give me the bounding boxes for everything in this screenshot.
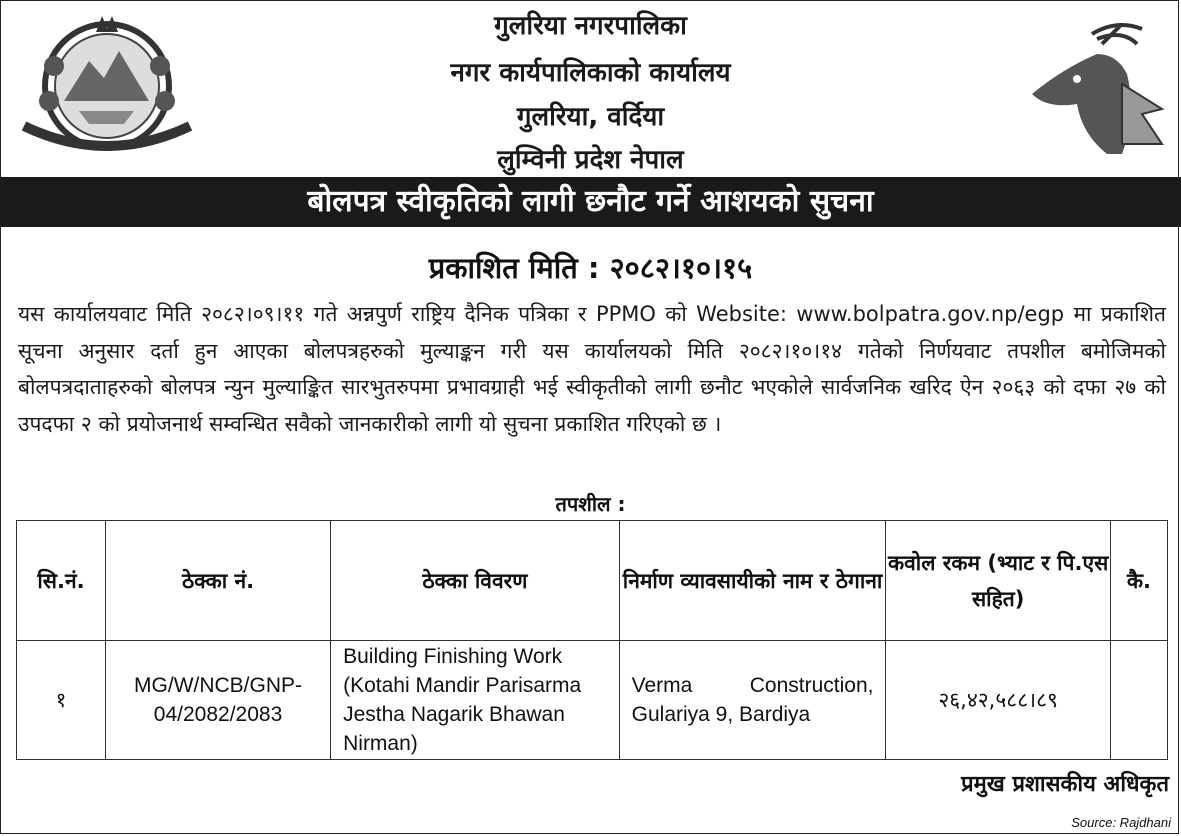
header-remarks: कै. — [1110, 521, 1167, 641]
notice-body: यस कार्यालयवाट मिति २०८२।०९।११ गते अन्नपुर्ण राष्ट्रिय दैनिक पत्रिका र PPMO को Website: www.bolpatra.gov.np/egp मा प्रकाशित सूचना अनुसार दर्ता हुन आएका बोलपत्रहरुको मुल्याङ्कन गरी यस कार्यालयको मिति २०८२।१०।१४ गतेको निर्णयवाट तपशील बमोजिमको बोलपत्रदाताहरुको बोलपत्र न्युन मुल्याङ्कित सारभुतरुपमा प्रभावग्राही भई स्वीकृतीको लागी छनौट भएकोले सार्वजनिक खरिद ऐन २०६३ को दफा २७ को उपदफा २ को प्रयोजनार्थ सम्वन्धित सवैको जानकारीको लागी यो सुचना प्रकाशित गरिएको छ । — [18, 302, 1166, 436]
cell-remarks — [1110, 641, 1167, 760]
notice-title-banner: बोलपत्र स्वीकृतिको लागी छनौट गर्ने आशयको सुचना — [0, 177, 1181, 227]
header-contract-no: ठेक्का नं. — [105, 521, 330, 641]
header-sn: सि.नं. — [17, 521, 106, 641]
office-location: गुलरिया, वर्दिया — [516, 102, 665, 132]
cell-contract-desc: Building Finishing Work (Kotahi Mandir Parisarma Jestha Nagarik Bhawan Nirman) — [331, 641, 620, 760]
source-credit: Source: Rajdhani — [1071, 815, 1171, 830]
cell-sn: १ — [17, 641, 106, 760]
table-header-row — [17, 521, 1168, 641]
cell-contractor: Verma Construction, Gulariya 9, Bardiya — [619, 641, 886, 760]
table-row — [17, 641, 1168, 760]
header-contractor: निर्माण व्यावसायीको नाम र ठेगाना — [619, 521, 886, 641]
cell-contract-no: MG/W/NCB/GNP-04/2082/2083 — [105, 641, 330, 760]
municipality-name: गुलरिया नगरपालिका — [494, 11, 687, 41]
published-date: प्रकाशित मिति : २०८२।१०।१५ — [428, 251, 753, 285]
details-label: तपशील : — [555, 492, 626, 516]
header-contract-desc: ठेक्का विवरण — [331, 521, 620, 641]
header-amount: कवोल रकम (भ्याट र पि.एस सहित) — [886, 521, 1110, 641]
province-name: लुम्विनी प्रदेश नेपाल — [497, 145, 684, 175]
cell-amount: २६,४२,५८८।८९ — [886, 641, 1110, 760]
signatory-title: प्रमुख प्रशासकीय अधिकृत — [961, 772, 1169, 797]
tender-table — [16, 520, 1168, 760]
office-name: नगर कार्यपालिकाको कार्यालय — [450, 58, 731, 88]
